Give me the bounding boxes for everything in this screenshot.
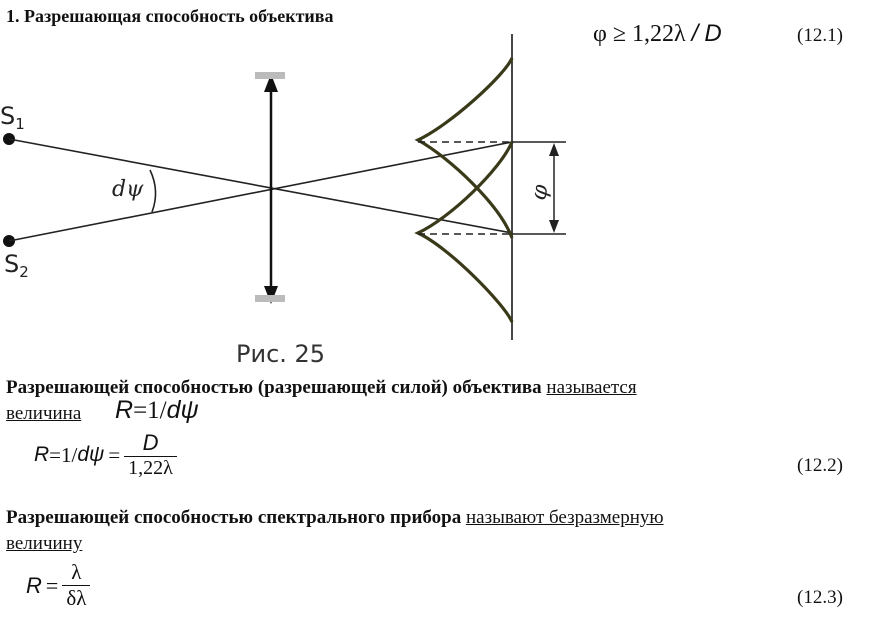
label-dpsi: dψ: [112, 177, 144, 202]
inline-formula-R: R=1/dψ: [115, 396, 199, 424]
formula-D: D: [704, 20, 722, 47]
intensity-curve-2: [418, 142, 512, 322]
figure-caption: Рис. 25: [236, 340, 326, 368]
paragraph-2: [6, 506, 866, 530]
phi-arrow-down: [549, 220, 559, 233]
optics-diagram: [0, 30, 870, 350]
angle-arc: [150, 170, 156, 212]
equation-number-12-3: (12.3): [797, 587, 843, 608]
label-s2: $S_2$: [4, 250, 29, 281]
intensity-curve-1: [418, 58, 512, 238]
formula-geq: ≥: [612, 21, 627, 47]
label-phi: φ: [526, 182, 554, 203]
paragraph-1-line2-underlined: величина: [6, 403, 82, 424]
formula-coef: 1,22λ: [632, 21, 686, 47]
paragraph-2-line2-underlined: величину: [6, 533, 83, 554]
paragraph-1-line2: [6, 402, 81, 426]
fraction-12-3: $\frac{\lambda}{\delta\lambda}$: [62, 560, 90, 611]
lens-bottom-mark: [255, 295, 285, 302]
paragraph-2-bold: Разрешающей способностью спектрального прибора: [6, 507, 462, 528]
paragraph-2-underlined: называют безразмерную: [465, 507, 664, 528]
formula-12-2: R = 1 / dψ = $\frac{D}{1,22\lambda}$: [34, 430, 177, 480]
paragraph-1-bold: Разрешающей способностью (разрешающей силой) объектива: [6, 377, 542, 398]
formula-slash: /: [691, 20, 699, 47]
fraction-12-2: $\frac{D}{1,22\lambda}$: [124, 430, 177, 480]
equation-number-12-1: (12.1): [797, 25, 843, 46]
ray-from-s2: [9, 142, 512, 241]
formula-12-3: R = $\frac{\lambda}{\delta\lambda}$: [26, 560, 90, 611]
lens-top-mark: [255, 72, 285, 79]
paragraph-2-line2: [6, 532, 82, 556]
formula-phi: φ: [593, 21, 607, 47]
paragraph-1-underlined: называется: [546, 377, 637, 398]
equation-number-12-2: (12.2): [797, 455, 843, 476]
phi-arrow-up: [549, 143, 559, 156]
label-s1: $S_1$: [0, 102, 25, 133]
section-heading: 1. Разрешающая способность объектива: [6, 6, 334, 26]
